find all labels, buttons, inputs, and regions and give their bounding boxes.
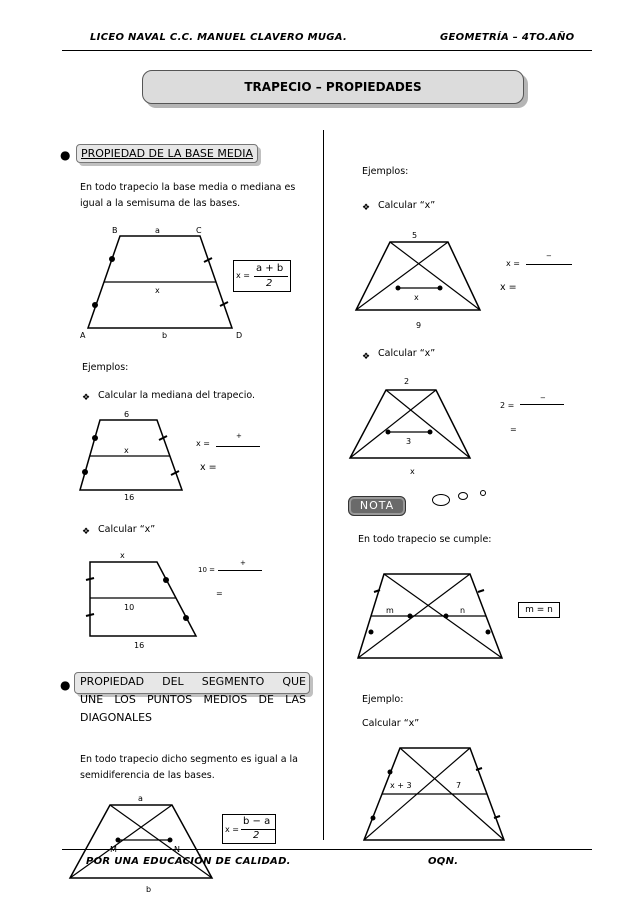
section2-heading-line2: UNE LOS PUNTOS MEDIOS DE LAS (80, 693, 306, 706)
ex2-right-mid: 3 (406, 437, 412, 446)
fig1-label-D: D (236, 331, 243, 340)
ex2-left-bottom: 16 (134, 641, 145, 650)
fig1-label-B: B (112, 226, 118, 235)
ejemplo-label-left: x + 3 (390, 781, 412, 790)
section1-text-line2: igual a la semisuma de las bases. (80, 198, 241, 209)
ejemplo-prompt: Calcular “x” (362, 718, 420, 729)
formula2-lhs: x = (225, 825, 239, 834)
diamond-bullet-icon: ❖ (82, 527, 91, 537)
nota-label-m: m (386, 606, 394, 615)
bullet-dot-icon: ● (60, 148, 71, 162)
diamond-bullet-icon: ❖ (82, 393, 91, 403)
formula1-den: 2 (266, 278, 273, 289)
ex1-right-minus: − (546, 252, 552, 260)
ex1-left-mid: x (124, 446, 129, 455)
section-heading-base-media: PROPIEDAD DE LA BASE MEDIA (76, 144, 258, 163)
ex2-right-eq2: = (510, 425, 517, 434)
diamond-bullet-icon: ❖ (362, 203, 371, 213)
seg-label-b: b (146, 885, 152, 894)
ex2-left-eq1: 10 = (198, 566, 215, 574)
fig1-label-b: b (162, 331, 168, 340)
ejemplo-label: Ejemplo: (362, 694, 404, 705)
section2-text-line1: En todo trapecio dicho segmento es igual a la (80, 754, 298, 765)
footer-rule (62, 849, 592, 850)
ex1-left-eq1: x = (196, 439, 210, 448)
ex1-left-bottom: 16 (124, 493, 135, 502)
ex1-left-plus: + (236, 432, 242, 440)
nota-result-box: m = n (518, 602, 560, 618)
ex1-right-eq1: x = (506, 259, 520, 268)
formula1-lhs: x = (236, 271, 250, 280)
ex2-left-plus: + (240, 559, 246, 567)
ex1-left-top: 6 (124, 410, 130, 419)
section2-text-line2: semidiferencia de las bases. (80, 770, 215, 781)
examples-label-left: Ejemplos: (82, 362, 129, 373)
section2-heading-line1: PROPIEDAD DEL SEGMENTO QUE (80, 675, 306, 688)
ex1-right-bottom: 9 (416, 321, 422, 330)
fig1-label-C: C (196, 226, 202, 235)
examples-label-right: Ejemplos: (362, 166, 409, 177)
formula2-num: b − a (243, 816, 271, 827)
ex2-left-mid: 10 (124, 603, 135, 612)
footer-right: OQN. (428, 856, 459, 867)
fig1-label-a: a (155, 226, 160, 235)
fig1-label-x: x (155, 286, 160, 295)
bullet-dot-icon: ● (60, 678, 71, 692)
formula2-den: 2 (253, 830, 260, 841)
ex1-left-eq2: x = (200, 462, 217, 473)
formula1-num: a + b (256, 263, 284, 274)
fig1-label-A: A (80, 331, 86, 340)
ex2-left-eq2: = (216, 589, 223, 598)
ex2-right-top: 2 (404, 377, 410, 386)
ex1-right-top: 5 (412, 231, 418, 240)
nota-text: En todo trapecio se cumple: (358, 534, 492, 545)
ex2-prompt-left: Calcular “x” (98, 524, 156, 535)
ex2-right-minus: − (540, 394, 546, 402)
page-title: TRAPECIO – PROPIEDADES (142, 70, 524, 104)
ex2-left-top: x (120, 551, 125, 560)
ex2-right-bottom: x (410, 467, 415, 476)
diamond-bullet-icon: ❖ (362, 352, 371, 362)
section1-text-line1: En todo trapecio la base media o mediana es (80, 182, 296, 193)
footer-left: POR UNA EDUCACIÓN DE CALIDAD. (86, 856, 291, 867)
seg-label-a: a (138, 794, 143, 803)
ex2-prompt-right: Calcular “x” (378, 348, 436, 359)
ex1-right-mid: x (414, 293, 419, 302)
ex2-right-eq1: 2 = (500, 401, 515, 410)
ex1-prompt-left: Calcular la mediana del trapecio. (98, 390, 256, 401)
section2-heading-line3: DIAGONALES (80, 711, 153, 724)
header-course: GEOMETRÍA – 4TO.AÑO (440, 32, 575, 43)
ex1-prompt-right: Calcular “x” (378, 200, 436, 211)
ejemplo-label-right: 7 (456, 781, 462, 790)
header-school: LICEO NAVAL C.C. MANUEL CLAVERO MUGA. (90, 32, 348, 43)
nota-badge: NOTA (348, 496, 406, 516)
ex1-right-eq2: x = (500, 282, 517, 293)
nota-label-n: n (460, 606, 466, 615)
